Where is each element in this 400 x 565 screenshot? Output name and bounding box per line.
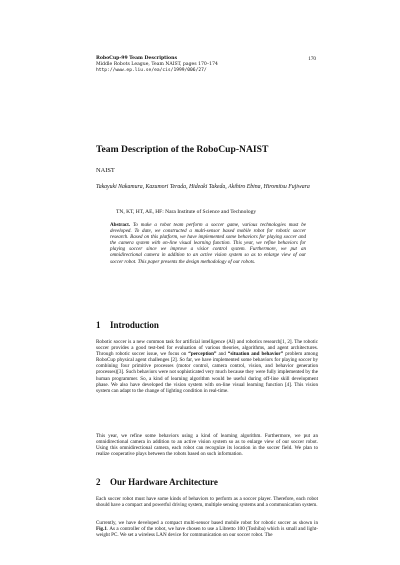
section-number: 1: [96, 320, 101, 330]
author-list: Takayuki Nakamura, Kazumori Terada, Hideaki Takeda, Akihiro Ebina, Hiromitsu Fujiwara: [96, 184, 310, 190]
proceedings-series: RoboCup-99 Team Descriptions: [96, 56, 178, 61]
section-heading-introduction: [96, 320, 159, 330]
affiliation: TN, KT, HT, AE, HF: Nara Institute of Science and Technology: [116, 209, 257, 215]
intro-paragraph-1: [96, 339, 318, 394]
hardware-paragraph-2: [96, 520, 318, 538]
page-number: 170: [308, 56, 316, 62]
header-url[interactable]: http://www.ep.liu.se/ea/cis/1999/006/27/: [96, 68, 207, 74]
figure-reference: Fig.1: [96, 526, 107, 533]
text-run: Currently, we have developed a compact multi-sensor based mobile robot for robotic soccer as shown in: [96, 520, 318, 526]
abstract-text: To make a robot team perform a soccer game, various technologies must be developed. To date, we constructed a multi-sensor based mobile robot for robotic soccer research. Based on this platform, we have implemented some behaviors for playing soccer and the camera system with on-line visual learning function. This year, we refine behaviors for playing soccer since we improve a visior control system. Furthermore, we put an omnidirectional camera in addition to an active vision system so as to enlarge view of our soccer robot. This paper presents the design methodology of our robots.: [110, 222, 306, 265]
section-number: 2: [96, 477, 101, 487]
abstract: [110, 222, 306, 265]
text-run: and: [216, 351, 228, 358]
section-heading-hardware: [96, 477, 218, 487]
hardware-paragraph-1: Each soccer robot must have some kinds of behaviors to perform as a soccer player. Therefore, each robot should have a compact and powerful driving system, multiple sensing systems and a communication system.: [96, 496, 318, 509]
team-name: NAIST: [96, 167, 115, 174]
text-run: Robotic soccer is a new common task for artificial intelligence (AI) and robotics research[1, 2]. The robotic soccer provides a good test-bed for evaluation of various theories, algorithms, and agent architectures. Through robotic soccer issue, we focus on: [96, 339, 318, 358]
bold-term: “perception”: [188, 351, 217, 358]
section-title: Introduction: [110, 320, 159, 330]
text-run: problem among RoboCup physical agent challenges [2]. So far, we have implemented some behaviors for playing soccer by combining four primitive processes (motor control, camera control, vision, and behavior generation processes)[3]. Such behaviors were not sophisticated very much because they were fully implemented by the human programmer. So, a kind of learning algorithm would be useful during off-line skill development phase. We also have developed the vision system with on-line visual learning function [4]. This vision system can adapt to the change of lighting condition in real-time.: [96, 351, 319, 394]
text-run: . As a controller of the robot, we have chosen to use a Libretto 100 (Toshiba) which is small and light-weight PC. We set a wireless LAN device for communication on our soccer robot. The: [96, 526, 318, 539]
intro-paragraph-2: This year, we refine some behaviors using a kind of learning algorithm. Furthermore, we put an omnidirectional camera in addition to an active vision system so as to enlarge view of our soccer robot. Using this omnidirectional camera, each robot can recognize its location in the soccer field. We plan to realize cooperative plays between the robots based on such information.: [96, 433, 318, 458]
league-pages: Middle Robots League, Team NAIST, pages 170–174: [96, 62, 218, 68]
abstract-label: Abstract.: [110, 222, 131, 228]
running-header: [96, 56, 316, 75]
bold-term: “situation and behavior”: [227, 351, 284, 358]
paper-title: Team Description of the RoboCup-NAIST: [96, 144, 269, 155]
section-title: Our Hardware Architecture: [110, 477, 218, 487]
